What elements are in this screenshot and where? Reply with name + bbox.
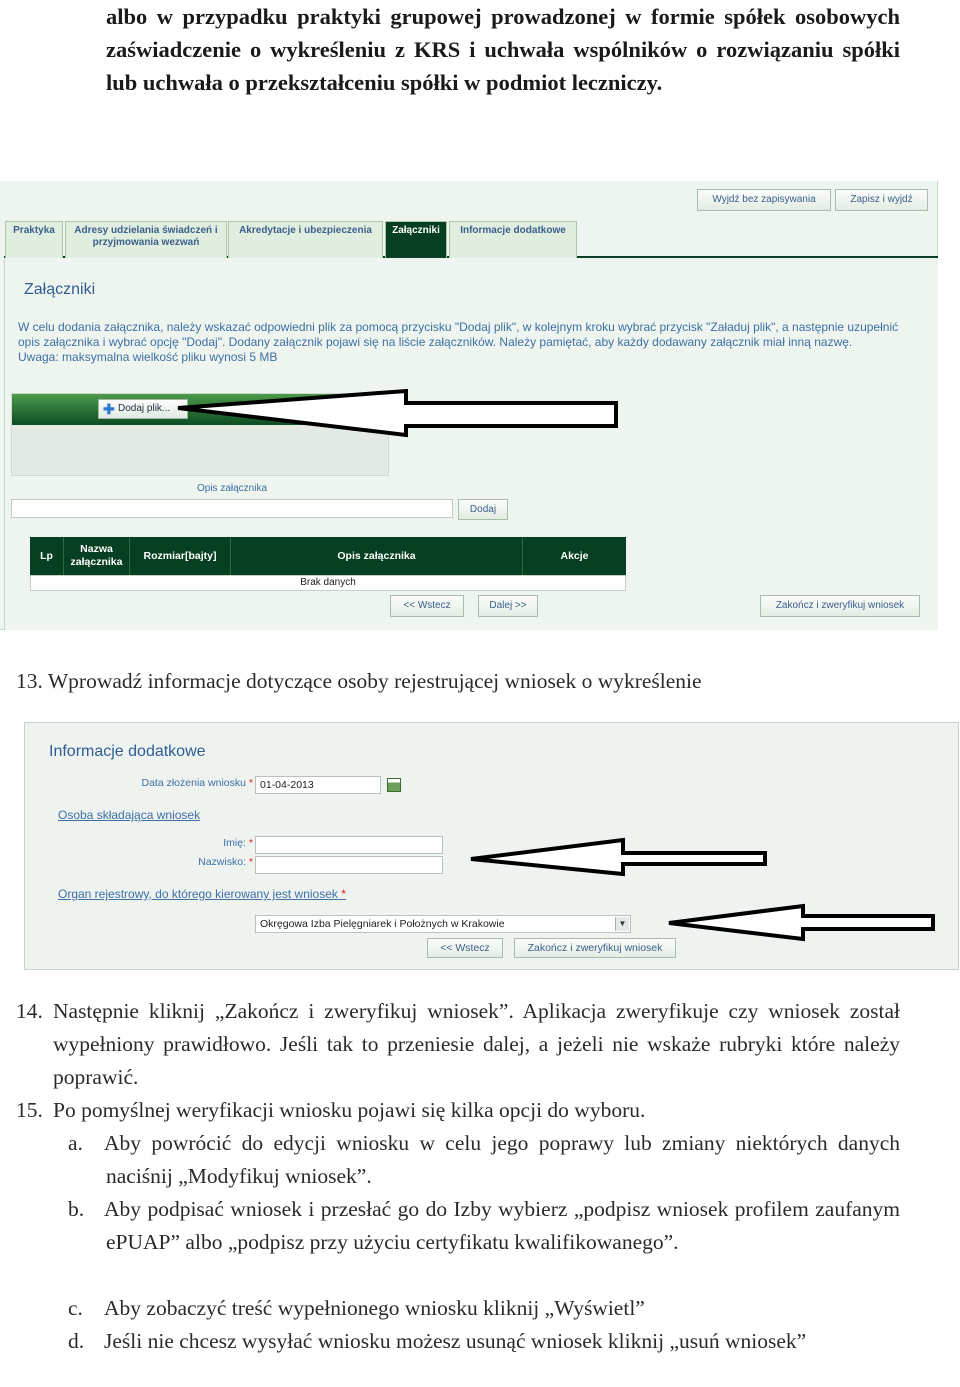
option-letter: b. bbox=[68, 1197, 85, 1221]
exit-without-saving-button[interactable]: Wyjdź bez zapisywania bbox=[697, 189, 831, 211]
step-text: Wprowadź informacje dotyczące osoby rejestrującej wniosek o wykreślenie bbox=[47, 669, 702, 693]
required-mark: * bbox=[248, 856, 253, 868]
required-mark: * bbox=[248, 837, 253, 849]
step-number: 15. bbox=[16, 1098, 43, 1122]
step-14-text: Następnie kliknij „Zakończ i zweryfikuj wniosek”. Aplikacja zweryfikuje czy wniosek został wypełniony prawidłowo. Jeśli tak to przeniesie dalej, a jeżeli nie wskaże rubryki które należy poprawić. bbox=[53, 999, 900, 1089]
date-label-text: Data złożenia wniosku bbox=[141, 777, 246, 789]
step-13 bbox=[16, 669, 702, 694]
back-button[interactable]: << Wstecz bbox=[427, 938, 503, 958]
pointer-arrow-icon bbox=[669, 906, 933, 939]
add-button[interactable]: Dodaj bbox=[458, 499, 508, 520]
pointer-arrow-icon bbox=[0, 181, 938, 630]
form-title: Informacje dodatkowe bbox=[49, 743, 206, 760]
option-a-text: Aby powrócić do edycji wniosku w celu jego poprawy lub zmiany niektórych danych naciśnij „Modyfikuj wniosek”. bbox=[104, 1131, 900, 1188]
column-header: Lp bbox=[30, 537, 64, 575]
plus-icon: ✚ bbox=[103, 401, 115, 417]
last-name-label-text: Nazwisko: bbox=[198, 856, 246, 868]
attachments-screenshot bbox=[0, 181, 938, 630]
description-label: Opis załącznika bbox=[197, 483, 268, 494]
info-text: W celu dodania załącznika, należy wskazać odpowiedni plik za pomocą przycisku "Dodaj plik", w kolejnym kroku wybrać przycisk "Załaduj plik", a następnie uzupełnić opis załącznika i wybrać opcję "Dodaj". Dodany załącznik pojawi się na liście załączników. Należy pamiętać, aby każdy dodawany załącznik miał inną nazwę. bbox=[18, 320, 899, 349]
tab-adresy[interactable]: Adresy udzielania świadczeń i przyjmowania wezwań bbox=[65, 221, 227, 258]
finish-verify-button[interactable]: Zakończ i zweryfikuj wniosek bbox=[760, 595, 920, 617]
intro-paragraph: albo w przypadku praktyki grupowej prowadzonej w formie spółek osobowych zaświadczenie o wykreśleniu z KRS i uchwała wspólników o rozwiązaniu spółki lub uchwała o przekształceniu spółki w podmiot leczniczy. bbox=[106, 4, 900, 95]
option-b-text: Aby podpisać wniosek i przesłać go do Izby wybierz „podpisz wniosek profilem zaufanym ePUAP” albo „podpisz przy użyciu certyfikatu kwalifikowanego”. bbox=[104, 1197, 900, 1254]
chevron-down-icon: ▼ bbox=[615, 917, 629, 931]
option-c-text: Aby zobaczyć treść wypełnionego wniosku kliknij „Wyświetl” bbox=[104, 1296, 645, 1320]
finish-verify-button[interactable]: Zakończ i zweryfikuj wniosek bbox=[514, 938, 676, 958]
empty-table-row: Brak danych bbox=[30, 575, 626, 591]
first-name-label-text: Imię: bbox=[223, 837, 246, 849]
required-mark: * bbox=[248, 777, 253, 789]
person-section-link[interactable]: Osoba składająca wniosek bbox=[58, 808, 201, 822]
step-number: 14. bbox=[16, 999, 43, 1023]
add-file-label: Dodaj plik... bbox=[118, 403, 171, 414]
step-15-text: Po pomyślnej weryfikacji wniosku pojawi się kilka opcji do wyboru. bbox=[53, 1098, 646, 1122]
required-mark: * bbox=[341, 887, 346, 901]
save-and-exit-button[interactable]: Zapisz i wyjdź bbox=[835, 189, 928, 211]
column-header: Nazwa załącznika bbox=[64, 537, 130, 575]
step-number: 13. bbox=[16, 669, 43, 693]
back-button[interactable]: << Wstecz bbox=[390, 595, 464, 617]
pointer-arrow-icon bbox=[471, 840, 765, 874]
column-header: Opis załącznika bbox=[231, 537, 523, 575]
warning-text: Uwaga: maksymalna wielkość pliku wynosi 5 MB bbox=[18, 350, 278, 364]
next-button[interactable]: Dalej >> bbox=[478, 595, 538, 617]
pointer-arrows bbox=[25, 723, 960, 971]
option-letter: a. bbox=[68, 1131, 83, 1155]
tab-informacje-dodatkowe[interactable]: Informacje dodatkowe bbox=[449, 221, 577, 258]
tab-akredytacje[interactable]: Akredytacje i ubezpieczenia bbox=[228, 221, 383, 258]
option-letter: d. bbox=[68, 1329, 85, 1353]
option-letter: c. bbox=[68, 1296, 83, 1320]
additional-info-screenshot bbox=[24, 722, 959, 970]
section-title: Załączniki bbox=[24, 281, 96, 298]
tab-praktyka[interactable]: Praktyka bbox=[5, 221, 63, 258]
organ-link-text: Organ rejestrowy, do którego kierowany jest wniosek bbox=[58, 887, 338, 901]
column-header: Rozmiar[bajty] bbox=[130, 537, 231, 575]
date-input[interactable]: 01-04-2013 bbox=[255, 776, 381, 794]
organ-select-value: Okręgowa Izba Pielęgniarek i Położnych w Krakowie bbox=[260, 918, 505, 930]
tab-zalaczniki[interactable]: Załączniki bbox=[385, 221, 447, 258]
option-d-text: Jeśli nie chcesz wysyłać wniosku możesz usunąć wniosek kliknij „usuń wniosek” bbox=[104, 1329, 807, 1353]
column-header: Akcje bbox=[560, 549, 589, 562]
